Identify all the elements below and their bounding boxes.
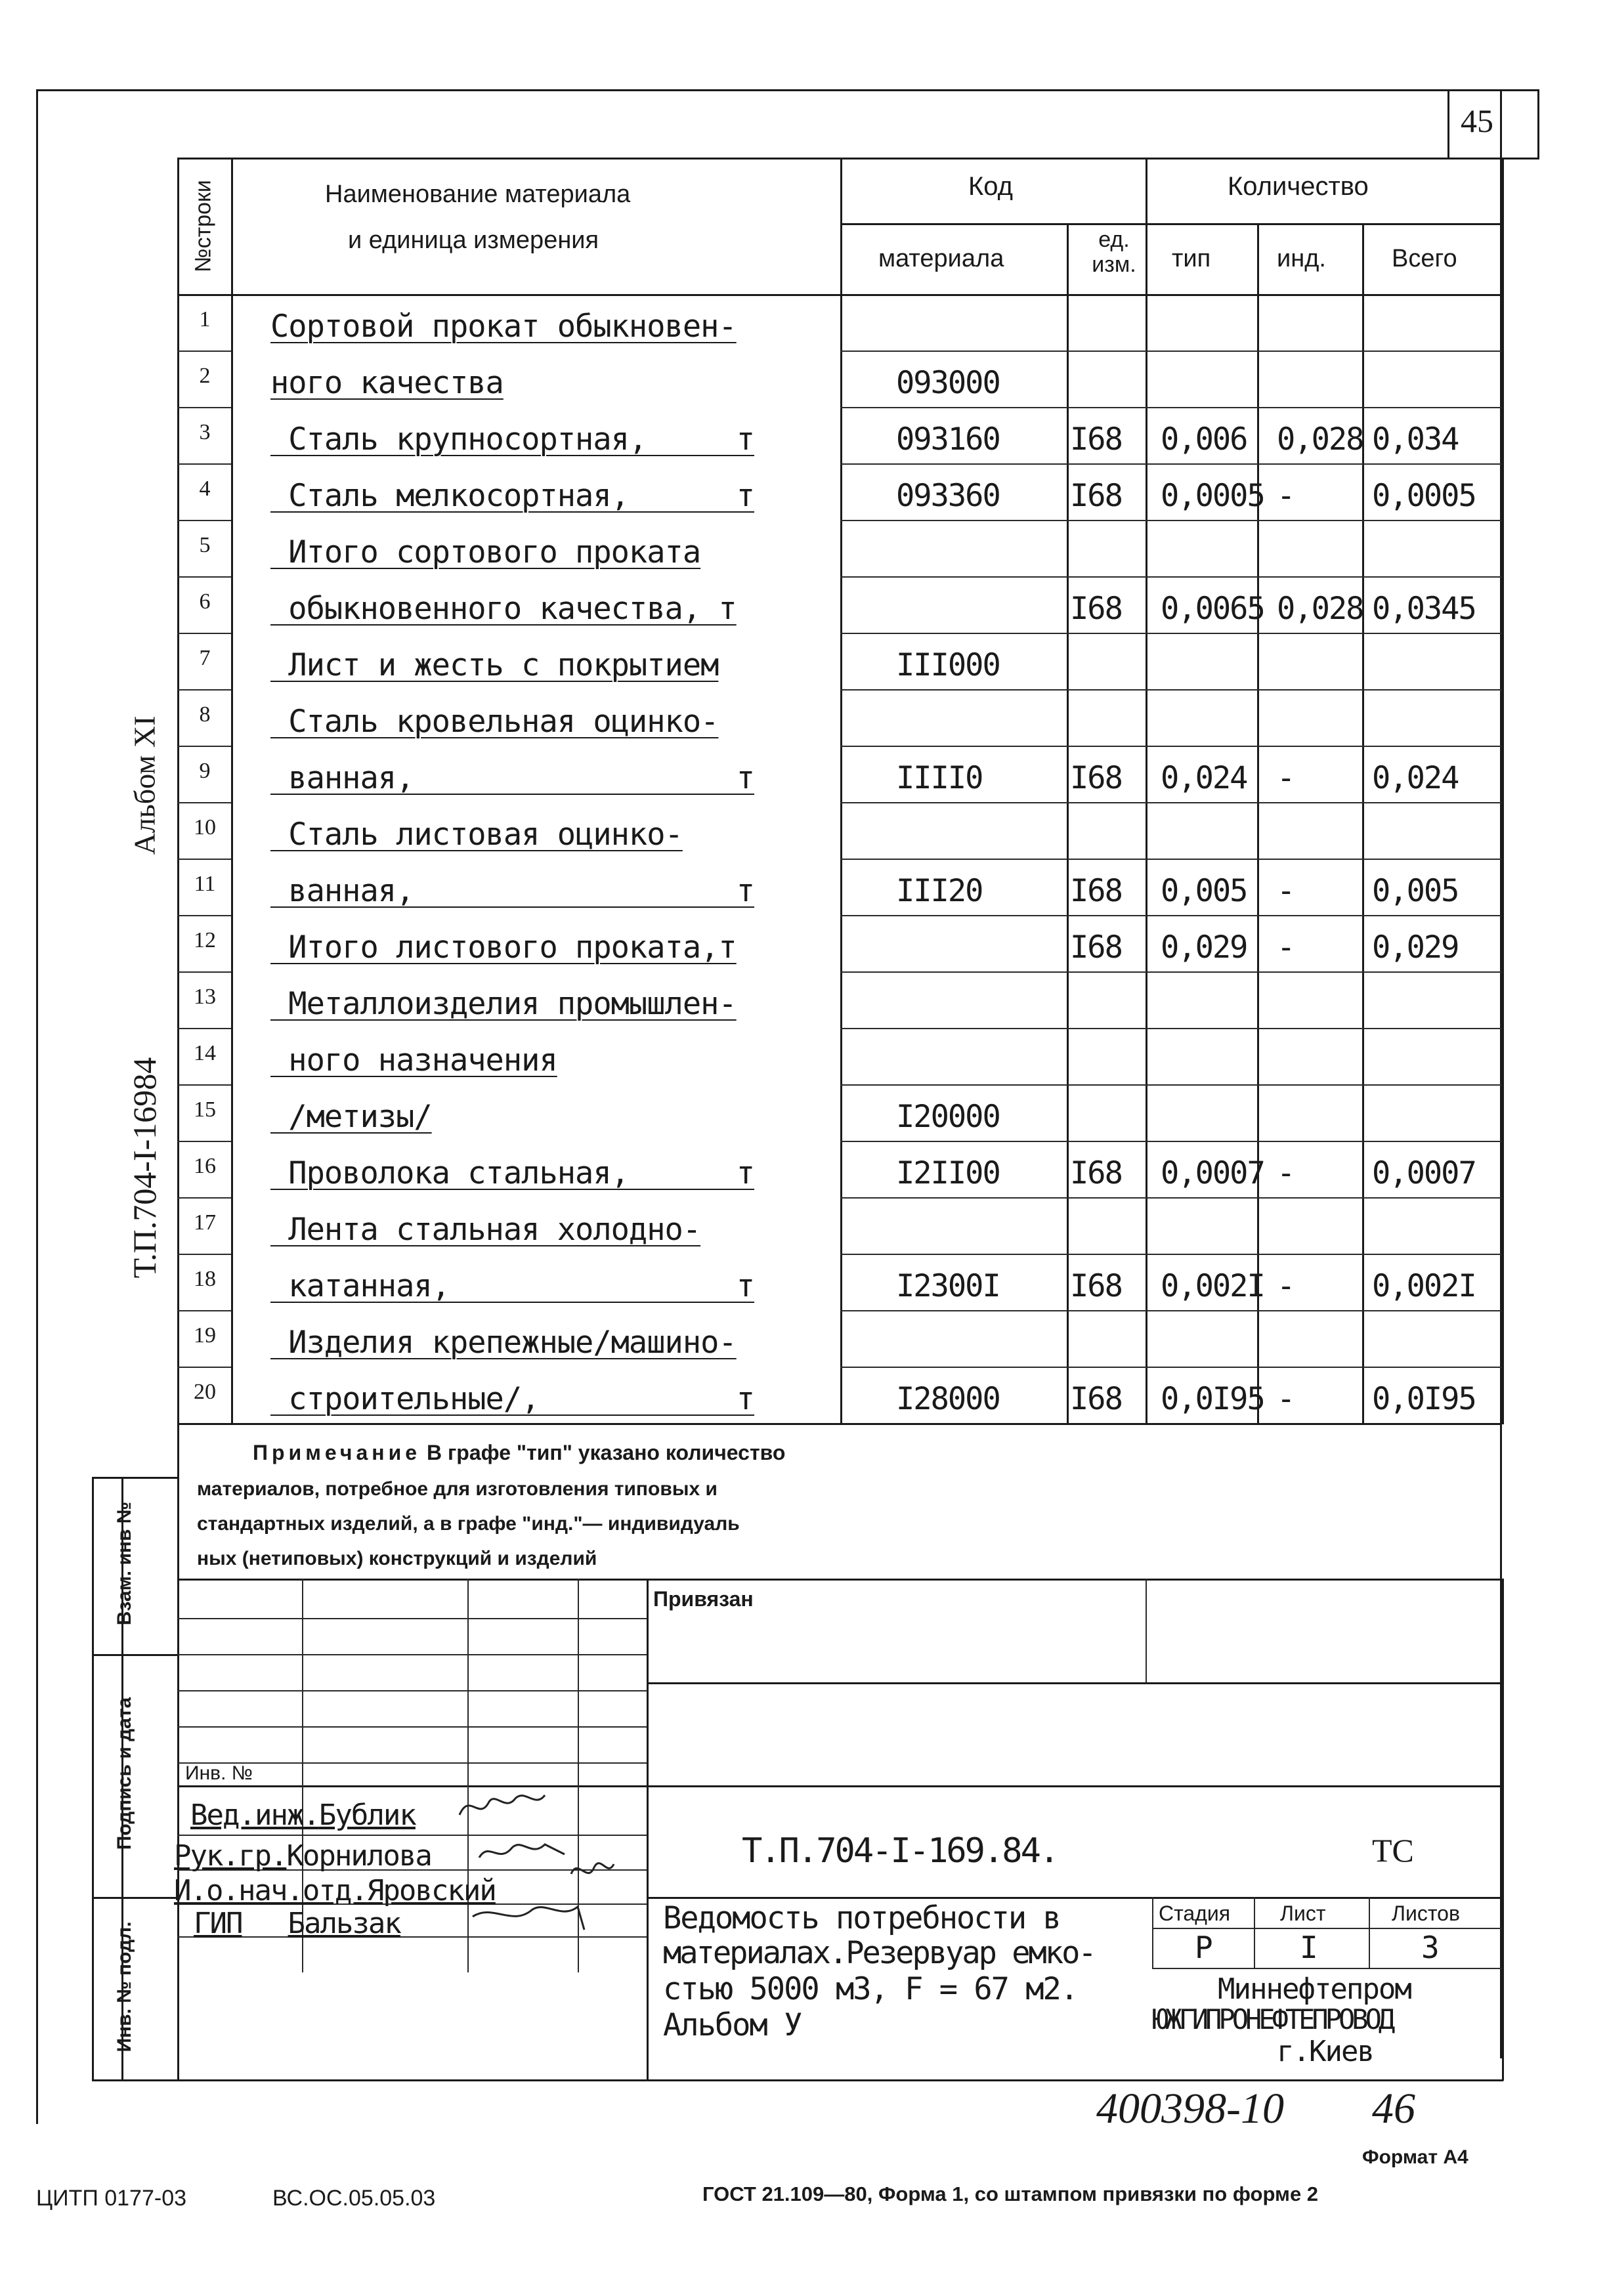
row-name: ванная, т: [270, 873, 755, 909]
row-unit: I68: [1070, 591, 1122, 627]
row-name: ного качества: [270, 365, 504, 401]
row-ind: -: [1277, 760, 1295, 796]
header-code-material: материала: [878, 245, 1004, 272]
row-number: 9: [199, 759, 211, 783]
row-code: 093000: [896, 365, 1000, 401]
stamp-title-1: Ведомость потребности в: [663, 1900, 1060, 1936]
stamp-title-4: Альбом У: [663, 2007, 802, 2043]
row-total: 0,0007: [1372, 1155, 1476, 1191]
row-line: [177, 576, 231, 578]
row-total: 0,0345: [1372, 591, 1476, 627]
header-code-unit: ед. изм.: [1092, 227, 1136, 277]
row-unit: I68: [1070, 421, 1122, 457]
row-total: 0,0005: [1372, 478, 1476, 514]
row-type: 0,002I: [1161, 1268, 1264, 1304]
row-line-right: [840, 407, 1502, 408]
row-unit: I68: [1070, 478, 1122, 514]
format-label: Формат А4: [1362, 2146, 1468, 2168]
frame-left: [36, 89, 38, 2124]
row-line: [177, 407, 231, 408]
side-inv-podl: Инв. № подл.: [114, 1921, 135, 2052]
role-1: [190, 1798, 416, 1832]
table-right: [1502, 158, 1504, 1424]
stage-sep2: [1369, 1897, 1370, 1969]
stage-value: Р: [1195, 1930, 1213, 1965]
row-number: 16: [194, 1154, 216, 1178]
stamp-designation: Т.П.704-I-169.84.: [742, 1831, 1058, 1871]
stage-sep1: [1254, 1897, 1255, 1969]
row-code: III20: [896, 873, 983, 909]
header-name-line1: Наименование материала: [325, 181, 631, 208]
stage-label: Стадия: [1159, 1902, 1231, 1925]
stamp-top: [177, 1579, 1502, 1581]
signatures: [453, 1785, 650, 1976]
header-qty: Количество: [1228, 172, 1369, 201]
stamp-mark: ТС: [1372, 1832, 1414, 1869]
row-line-right: [840, 859, 1502, 860]
row-line-right: [840, 689, 1502, 691]
stamp-bottom: [92, 2079, 1503, 2081]
row-ind: -: [1277, 478, 1295, 514]
row-ind: -: [1277, 929, 1295, 966]
row-type: 0,029: [1161, 929, 1247, 966]
header-mid: [840, 223, 1502, 225]
row-line-right: [840, 1254, 1502, 1255]
stamp-designation-bottom: [647, 1897, 1502, 1899]
row-type: 0,0065: [1161, 591, 1264, 627]
sheets-value: 3: [1421, 1930, 1440, 1965]
row-name: /метизы/: [270, 1099, 432, 1135]
stamp-inv-no: Инв. №: [185, 1762, 253, 1784]
side-stamp-left: [92, 1477, 94, 2081]
side-stamp-top: [92, 1477, 177, 1479]
row-line: [177, 802, 231, 803]
row-number: 11: [194, 872, 216, 896]
stamp-grid-line: [177, 1726, 647, 1728]
row-line: [177, 351, 231, 352]
row-line-right: [840, 1367, 1502, 1368]
role-3: [174, 1874, 496, 1907]
row-name: ного назначения: [270, 1042, 557, 1078]
row-name: строительные/, т: [270, 1381, 755, 1417]
handwritten-number: 400398-10: [1096, 2085, 1284, 2133]
row-total: 0,005: [1372, 873, 1459, 909]
header-code: Код: [968, 172, 1014, 201]
row-number: 7: [199, 646, 211, 670]
row-code: 093360: [896, 478, 1000, 514]
row-name: ванная, т: [270, 760, 755, 796]
row-name: катанная, т: [270, 1268, 755, 1304]
row-name: Лента стальная холодно-: [270, 1212, 701, 1248]
role-2-title: Рук.гр.: [174, 1839, 287, 1873]
row-line-right: [840, 351, 1502, 352]
side-podpis-data: Подпись и дата: [114, 1697, 135, 1850]
header-ind: инд.: [1277, 245, 1326, 272]
table-col-name-sep: [840, 158, 842, 1424]
row-name: Проволока стальная, т: [270, 1155, 755, 1191]
row-number: 4: [199, 477, 211, 501]
role-4: [194, 1907, 400, 1940]
row-ind: 0,028: [1277, 591, 1363, 627]
stage-bottom: [1152, 1968, 1502, 1969]
row-total: 0,029: [1372, 929, 1459, 966]
row-line: [177, 633, 231, 634]
row-line: [177, 1084, 231, 1086]
row-name: Металлоизделия промышлен-: [270, 986, 737, 1022]
table-col-row-sep: [231, 158, 233, 1424]
row-number: 17: [194, 1210, 216, 1235]
row-unit: I68: [1070, 929, 1122, 966]
role-2: [174, 1839, 431, 1873]
stamp-grid-line: [177, 1654, 647, 1655]
row-ind: -: [1277, 873, 1295, 909]
row-line-right: [840, 802, 1502, 803]
row-line-right: [840, 1028, 1502, 1029]
row-line: [177, 1197, 231, 1199]
row-name: Итого сортового проката: [270, 534, 701, 570]
row-line: [177, 463, 231, 465]
table-col-unit-sep: [1146, 158, 1147, 1424]
row-ind: -: [1277, 1268, 1295, 1304]
note-line3: стандартных изделий, а в графе "инд."— индивидуаль: [197, 1513, 740, 1535]
stamp-right: [1502, 1579, 1504, 2081]
row-type: 0,024: [1161, 760, 1247, 796]
org-line1: Миннефтепром: [1218, 1972, 1411, 2006]
stamp-title-3: стью 5000 м3, F = 67 м2.: [663, 1971, 1078, 2007]
note-line4: ных (нетиповых) конструкций и изделий: [197, 1548, 597, 1569]
row-number: 1: [199, 307, 211, 331]
page-number: 45: [1461, 102, 1493, 139]
row-code: 093160: [896, 421, 1000, 457]
row-code: IIII0: [896, 760, 983, 796]
row-number: 13: [194, 985, 216, 1009]
side-vzam-inv: Взам. инв №: [114, 1501, 135, 1626]
stamp-privyazan-bottom: [647, 1682, 1502, 1684]
frame-top: [36, 89, 1539, 91]
role-2-name: Корнилова: [286, 1839, 431, 1873]
role-3-title: И.о.нач.отд.: [174, 1874, 367, 1907]
stamp-privyazan: Привязан: [653, 1587, 754, 1611]
note-title: Примечание: [253, 1441, 421, 1464]
header-total: Всего: [1392, 245, 1457, 272]
row-type: 0,005: [1161, 873, 1247, 909]
row-line: [177, 971, 231, 973]
row-line: [177, 915, 231, 916]
role-4-title: ГИП: [194, 1907, 242, 1940]
role-1-name: Бублик: [318, 1798, 416, 1832]
row-number: 20: [194, 1380, 216, 1404]
row-name: Итого листового проката,т: [270, 929, 737, 966]
row-line-right: [840, 971, 1502, 973]
row-total: 0,002I: [1372, 1268, 1476, 1304]
row-line: [177, 520, 231, 521]
stamp-title-2: материалах.Резервуар емко-: [663, 1935, 1095, 1971]
row-unit: I68: [1070, 1155, 1122, 1191]
row-type: 0,0005: [1161, 478, 1264, 514]
row-line-right: [840, 746, 1502, 747]
row-unit: I68: [1070, 873, 1122, 909]
row-line-right: [840, 1310, 1502, 1311]
table-bottom: [177, 1423, 1502, 1425]
table-top: [177, 158, 1502, 159]
note-line2: материалов, потребное для изготовления типовых и: [197, 1478, 718, 1500]
note-text-1: В графе "тип" указано количество: [421, 1441, 786, 1464]
row-name: Сталь крупносортная, т: [270, 421, 755, 457]
row-ind: -: [1277, 1381, 1295, 1417]
row-line: [177, 1141, 231, 1142]
row-line-right: [840, 1084, 1502, 1086]
row-number: 18: [194, 1267, 216, 1291]
page-box-right: [1537, 89, 1539, 159]
header-row-number: №строки: [190, 180, 216, 272]
row-line: [177, 1367, 231, 1368]
row-line: [177, 1310, 231, 1311]
table-col-ind-sep: [1362, 223, 1364, 1424]
org-line3: г.Киев: [1277, 2035, 1373, 2068]
stamp-inv-top: [177, 1785, 1502, 1787]
table-col-type-sep: [1257, 223, 1259, 1424]
row-total: 0,0I95: [1372, 1381, 1476, 1417]
sheet-value: I: [1300, 1930, 1318, 1965]
row-number: 6: [199, 589, 211, 614]
stamp-privyazan-right: [1146, 1579, 1147, 1684]
row-line-right: [840, 520, 1502, 521]
row-name: Лист и жесть с покрытием: [270, 647, 719, 683]
row-name: Сталь мелкосортная, т: [270, 478, 755, 514]
note-line1: [253, 1441, 785, 1465]
row-number: 15: [194, 1097, 216, 1122]
row-line: [177, 746, 231, 747]
row-name: Сортовой прокат обыкновен-: [270, 308, 737, 345]
row-code: I28000: [896, 1381, 1000, 1417]
header-type: тип: [1172, 245, 1211, 272]
row-total: 0,034: [1372, 421, 1459, 457]
row-number: 2: [199, 364, 211, 388]
sheets-label: Листов: [1392, 1902, 1460, 1925]
side-stamp-sep1: [92, 1654, 177, 1656]
side-doc-code: Т.П.704-I-16984: [126, 1057, 163, 1279]
row-ind: 0,028: [1277, 421, 1363, 457]
row-number: 3: [199, 420, 211, 444]
row-line: [177, 859, 231, 860]
footer-left: ЦИТП 0177-03: [36, 2186, 187, 2211]
row-line-right: [840, 1197, 1502, 1199]
handwritten-page: 46: [1372, 2085, 1415, 2133]
row-code: I2II00: [896, 1155, 1000, 1191]
row-line-right: [840, 915, 1502, 916]
header-name-line2: и единица измерения: [348, 226, 599, 254]
stage-mid: [1152, 1928, 1502, 1929]
row-number: 14: [194, 1041, 216, 1065]
row-unit: I68: [1070, 1381, 1122, 1417]
row-number: 19: [194, 1323, 216, 1348]
row-name: Изделия крепежные/машино-: [270, 1325, 737, 1361]
stage-left: [1152, 1897, 1153, 1969]
row-number: 12: [194, 928, 216, 952]
row-code: I20000: [896, 1099, 1000, 1135]
row-type: 0,0I95: [1161, 1381, 1264, 1417]
footer-right: ГОСТ 21.109—80, Форма 1, со штампом привязки по форме 2: [702, 2182, 1319, 2205]
row-line: [177, 1254, 231, 1255]
row-name: обыкновенного качества, т: [270, 591, 737, 627]
org-line2: ЮЖГИПРОНЕФТЕПРОВОД: [1152, 2003, 1392, 2035]
row-type: 0,006: [1161, 421, 1247, 457]
page-box-left: [1447, 89, 1449, 159]
row-name: Сталь листовая оцинко-: [270, 817, 683, 853]
role-4-name: Бальзак: [288, 1907, 400, 1940]
row-line-right: [840, 463, 1502, 465]
row-line: [177, 1028, 231, 1029]
row-line-right: [840, 576, 1502, 578]
row-name: Сталь кровельная оцинко-: [270, 704, 719, 740]
sheet-label: Лист: [1280, 1902, 1326, 1925]
row-total: 0,024: [1372, 760, 1459, 796]
stamp-grid-line: [177, 1618, 647, 1619]
row-number: 5: [199, 533, 211, 557]
album-label: Альбом XI: [127, 715, 161, 855]
row-number: 8: [199, 702, 211, 727]
row-ind: -: [1277, 1155, 1295, 1191]
row-line-right: [840, 633, 1502, 634]
row-unit: I68: [1070, 760, 1122, 796]
header-bottom: [177, 294, 1502, 296]
row-type: 0,0007: [1161, 1155, 1264, 1191]
row-code: III000: [896, 647, 1000, 683]
row-unit: I68: [1070, 1268, 1122, 1304]
row-code: I2300I: [896, 1268, 1000, 1304]
role-1-title: Вед.инж.: [190, 1798, 319, 1832]
row-number: 10: [194, 815, 216, 840]
row-line-right: [840, 1141, 1502, 1142]
table-col-code-sep: [1067, 223, 1069, 1424]
footer-mid: ВС.ОС.05.05.03: [272, 2186, 436, 2211]
row-line: [177, 689, 231, 691]
stamp-grid-line: [177, 1690, 647, 1691]
role-3-name: Яровский: [366, 1874, 496, 1907]
